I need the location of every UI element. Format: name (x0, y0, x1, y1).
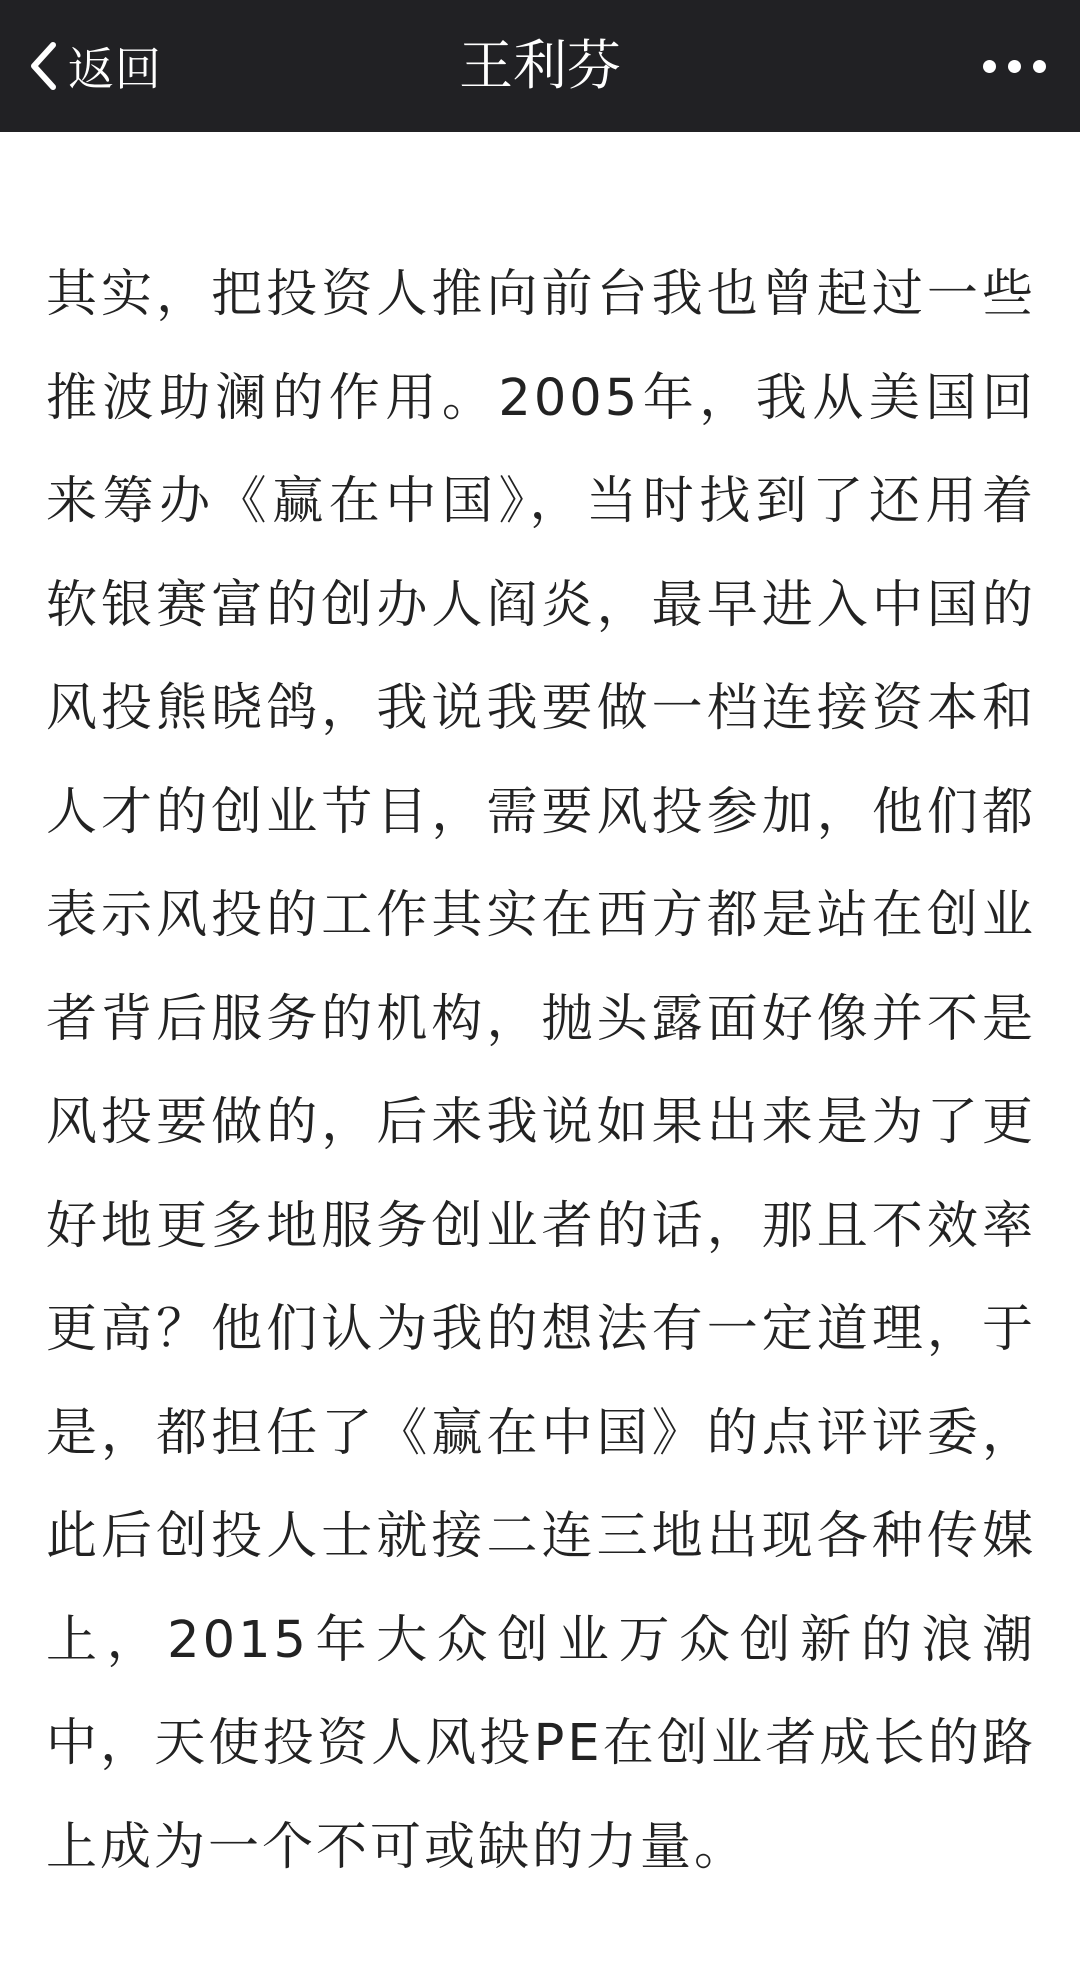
back-button[interactable] (28, 0, 162, 132)
top-navigation-bar (0, 0, 1080, 132)
more-button[interactable] (946, 46, 1046, 86)
article-content (46, 243, 1036, 1899)
page-title: 王利芬 (459, 34, 621, 97)
chevron-left-icon (28, 41, 58, 91)
more-dots-icon (971, 60, 1046, 73)
back-label: 返回 (68, 42, 162, 96)
article-paragraph: 其实，把投资人推向前台我也曾起过一些推波助澜的作用。2005年，我从美国回来筹办《赢在中国》，当时找到了还用着软银赛富的创办人阎炎，最早进入中国的风投熊晓鸽，我说我要做一档连接资本和人才的创业节目，需要风投参加，他们都表示风投的工作其实在西方都是站在创业者背后服务的机构，抛头露面好像并不是风投要做的，后来我说如果出来是为了更好地更多地服务创业者的话，那且不效率更高？他们认为我的想法有一定道理，于是，都担任了《赢在中国》的点评评委，此后创投人士就接二连三地出现各种传媒上，2015年大众创业万众创新的浪潮中，天使投资人风投PE在创业者成长的路上成为一个不可或缺的力量。 (46, 265, 1036, 1877)
